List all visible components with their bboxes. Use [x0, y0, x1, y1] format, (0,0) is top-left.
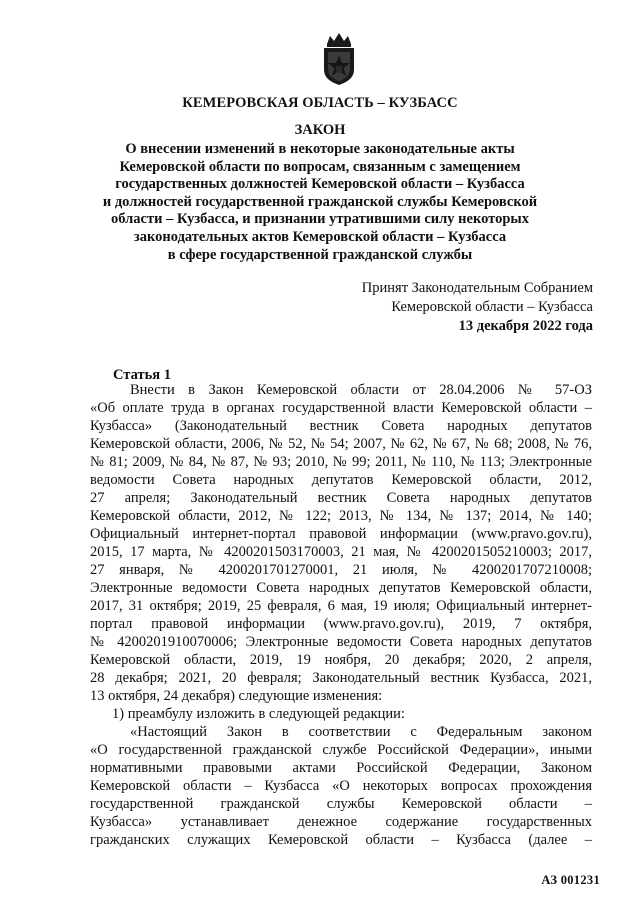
article-line: Кемеровской области, 2019, 19 ноября, 20 декабря; 2020, 2 апреля,	[90, 652, 592, 668]
law-title	[80, 141, 560, 264]
article-line: Кемеровской области, 2012, № 122; 2013, № 134, № 137; 2014, № 140;	[90, 508, 592, 524]
article-line: Кемеровской области, 2006, № 52, № 54; 2007, № 62, № 67, № 68; 2008, № 76,	[90, 436, 592, 452]
article-line: 27 апреля; Законодательный вестник Совета народных депутатов	[90, 490, 592, 506]
law-title-line: законодательных актов Кемеровской области – Кузбасса	[133, 228, 507, 245]
quoted-text-line: Кузбасса» устанавливает денежное содержание государственных	[90, 814, 592, 830]
coat-of-arms-emblem	[319, 30, 359, 86]
article-line: ведомости Совета народных депутатов Кемеровской области, 2012,	[90, 472, 592, 488]
law-title-line: Кемеровской области по вопросам, связанным с замещением	[119, 158, 521, 175]
law-title-line: в сфере государственной гражданской службы	[167, 246, 473, 263]
quoted-text-line: Кемеровской области – Кузбасса «О некоторых вопросах прохождения	[90, 778, 592, 794]
quoted-text-line: гражданских служащих Кемеровской области – Кузбасса (далее –	[90, 832, 592, 848]
article-line: портал правовой информации (www.pravo.gov.ru), 2019, 7 октября,	[90, 616, 592, 632]
quoted-text-line: государственной гражданской службы Кемеровской области –	[90, 796, 592, 812]
article-line: 28 декабря; 2021, 20 февраля; Законодательный вестник Кузбасса, 2021,	[90, 670, 592, 686]
region-name: КЕМЕРОВСКАЯ ОБЛАСТЬ – КУЗБАСС	[182, 95, 458, 111]
adoption-line: Кемеровской области – Кузбасса	[391, 299, 593, 315]
adoption-date: 13 декабря 2022 года	[458, 318, 593, 334]
amendment-item: 1) преамбулу изложить в следующей редакции:	[112, 706, 405, 722]
article-line: Внести в Закон Кемеровской области от 28.04.2006 № 57-ОЗ	[130, 382, 592, 398]
article-line: Кузбасса» (Законодательный вестник Совета народных депутатов	[90, 418, 592, 434]
article-line: Официальный интернет-портал правовой информации (www.pravo.gov.ru),	[90, 526, 592, 542]
article-line: 13 октября, 24 декабря) следующие изменения:	[90, 688, 383, 704]
article-line: 2017, 31 октября; 2019, 25 февраля, 6 мая, 19 июля; Официальный интернет-	[90, 598, 592, 614]
article-line: № 4200201910070006; Электронные ведомости Совета народных депутатов	[90, 634, 592, 650]
article-line: 2015, 17 марта, № 4200201503170003, 21 мая, № 4200201505210003; 2017,	[90, 544, 592, 560]
law-title-line: и должностей государственной гражданской службы Кемеровской	[102, 193, 538, 210]
article-line: Электронные ведомости Совета народных депутатов Кемеровской области,	[90, 580, 592, 596]
law-title-line: О внесении изменений в некоторые законодательные акты	[125, 141, 515, 157]
adoption-block	[362, 279, 593, 336]
article-line: «Об оплате труда в органах государственной власти Кемеровской области –	[90, 400, 592, 416]
quoted-text-line: «Настоящий Закон в соответствии с Федеральным законом	[130, 724, 592, 740]
article-heading: Статья 1	[113, 367, 171, 383]
adoption-line: Принят Законодательным Собранием	[361, 280, 593, 296]
law-title-line: государственных должностей Кемеровской области – Кузбасса	[115, 176, 525, 193]
law-title-line: области – Кузбасса, и признании утратившими силу некоторых	[111, 211, 529, 228]
document-type: ЗАКОН	[294, 122, 346, 138]
article-line: № 81; 2009, № 84, № 87, № 93; 2010, № 99; 2011, № 110, № 113; Электронные	[90, 454, 592, 470]
quoted-text-line: нормативными правовыми актами Российской Федерации, Законом	[90, 760, 592, 776]
form-serial-number: АЗ 001231	[541, 873, 600, 887]
article-line: 27 января, № 4200201701270001, 21 июля, № 4200201707210008;	[90, 562, 592, 578]
quoted-text-line: «О государственной гражданской службе Российской Федерации», иными	[90, 742, 592, 758]
